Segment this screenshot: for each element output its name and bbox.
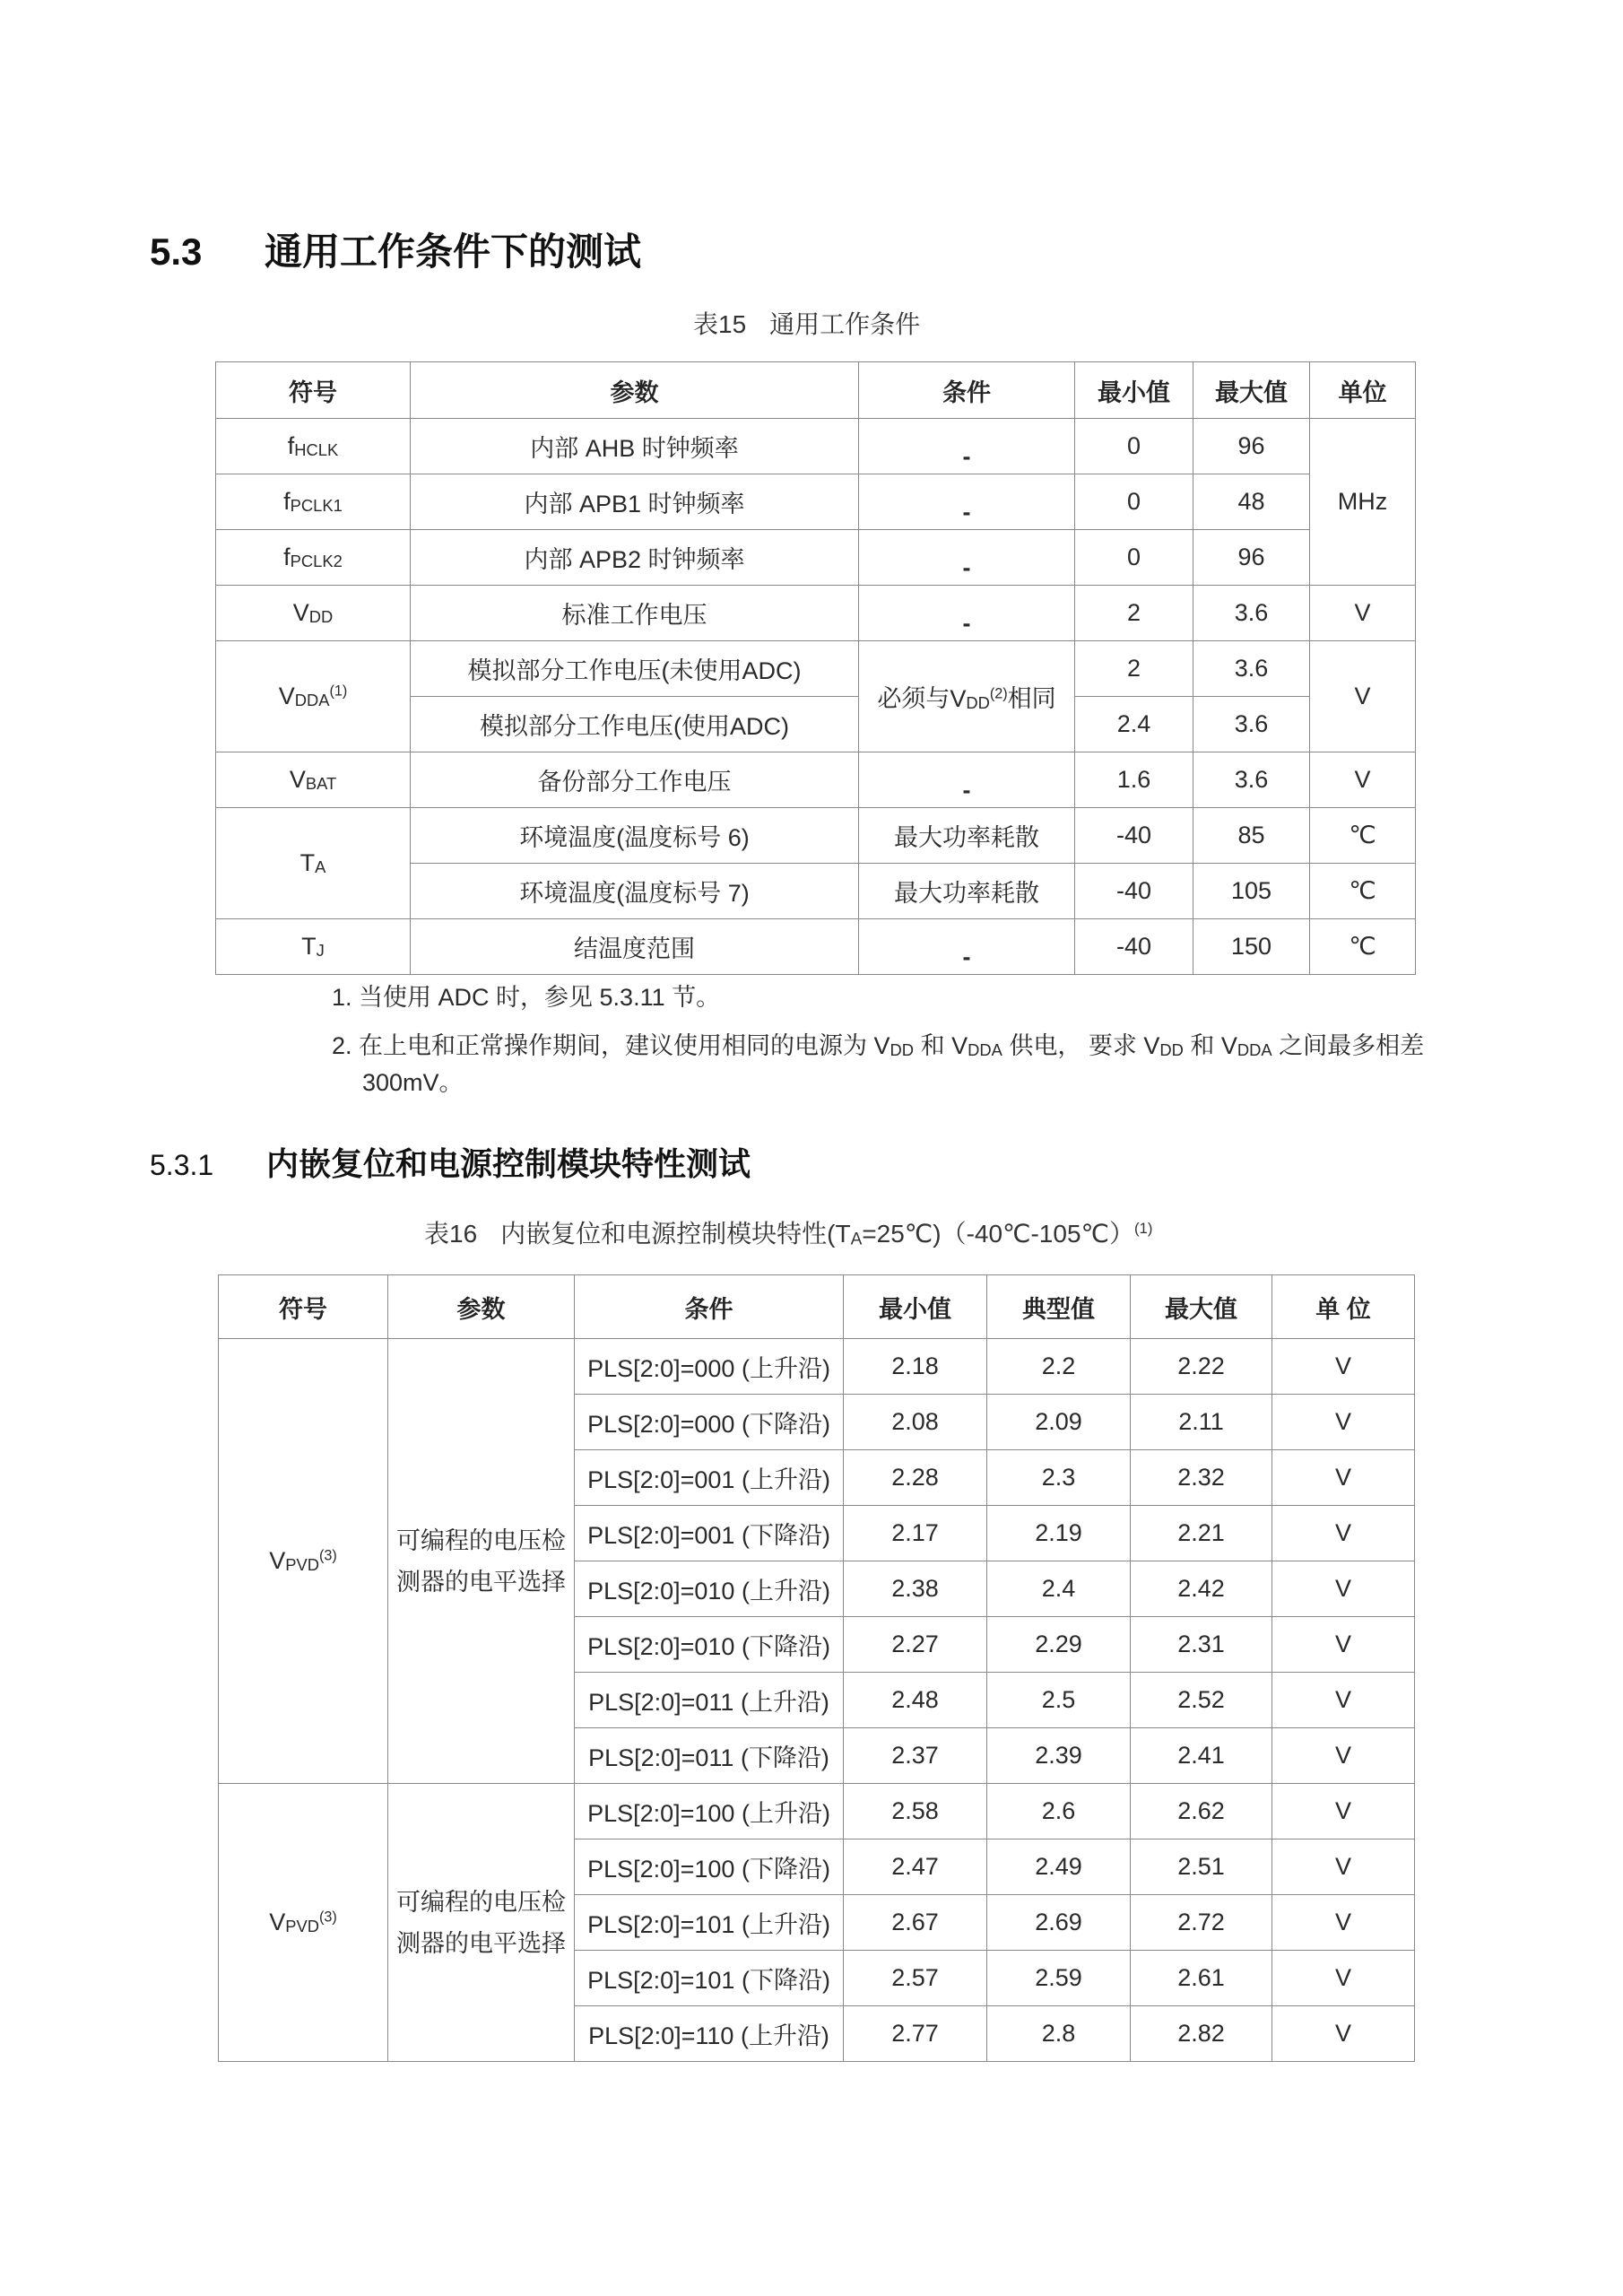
max-cell: 2.61 <box>1131 1951 1272 2006</box>
table-row <box>216 641 1416 697</box>
symbol-cell: $V_{PVD}^{(3)}$ <box>219 1339 388 1784</box>
condition-cell: 必须与$V_{DD}^{(2)}$相同 <box>859 641 1075 752</box>
unit-cell: V <box>1272 1895 1415 1951</box>
min-cell: 0 <box>1075 474 1193 530</box>
table-row <box>219 1784 1415 1839</box>
table15 <box>215 361 1416 975</box>
header-parameter: 参数 <box>388 1275 575 1339</box>
unit-cell: V <box>1272 1673 1415 1728</box>
typ-cell: 2.19 <box>987 1506 1131 1561</box>
typ-cell: 2.3 <box>987 1450 1131 1506</box>
max-cell: 3.6 <box>1193 697 1310 752</box>
typ-cell: 2.69 <box>987 1895 1131 1951</box>
typ-cell: 2.49 <box>987 1839 1131 1895</box>
symbol-cell: $T_A$ <box>216 808 411 919</box>
unit-cell: V <box>1272 1450 1415 1506</box>
max-cell: 2.21 <box>1131 1506 1272 1561</box>
min-cell: -40 <box>1075 919 1193 975</box>
symbol-cell: $V_{DD}$ <box>216 586 411 641</box>
unit-cell: V <box>1272 1617 1415 1673</box>
min-cell: 2 <box>1075 586 1193 641</box>
typ-cell: 2.4 <box>987 1561 1131 1617</box>
table15-header-row <box>216 362 1416 419</box>
header-typ: 典型值 <box>987 1275 1131 1339</box>
symbol-cell: $V_{PVD}^{(3)}$ <box>219 1784 388 2062</box>
parameter-cell: 标准工作电压 <box>411 586 859 641</box>
header-symbol: 符号 <box>216 362 411 419</box>
parameter-cell: 可编程的电压检 测器的电平选择 <box>388 1339 575 1784</box>
condition-cell: PLS[2:0]=010 (下降沿) <box>575 1617 844 1673</box>
min-cell: 2.38 <box>844 1561 987 1617</box>
condition-cell: PLS[2:0]=000 (上升沿) <box>575 1339 844 1395</box>
table-row <box>216 752 1416 808</box>
table16-caption: 表16 内嵌复位和电源控制模块特性$(T_A=25℃)(-40℃-105℃)^{(1)}$ <box>424 1219 1153 1249</box>
parameter-cell: 备份部分工作电压 <box>411 752 859 808</box>
max-cell: 2.41 <box>1131 1728 1272 1784</box>
header-unit: 单 位 <box>1272 1275 1415 1339</box>
unit-cell: V <box>1272 1506 1415 1561</box>
condition-cell: - <box>859 530 1075 586</box>
header-max: 最大值 <box>1193 362 1310 419</box>
symbol-cell: $V_{DDA}^{(1)}$ <box>216 641 411 752</box>
unit-cell: MHz <box>1310 419 1416 586</box>
min-cell: 2 <box>1075 641 1193 697</box>
min-cell: 2.27 <box>844 1617 987 1673</box>
min-cell: 2.58 <box>844 1784 987 1839</box>
min-cell: 2.77 <box>844 2006 987 2062</box>
min-cell: 2.47 <box>844 1839 987 1895</box>
table15-caption <box>693 305 920 341</box>
condition-cell: PLS[2:0]=101 (上升沿) <box>575 1895 844 1951</box>
table-row <box>216 919 1416 975</box>
table-row <box>216 419 1416 474</box>
condition-cell: - <box>859 419 1075 474</box>
table16-header-row <box>219 1275 1415 1339</box>
parameter-cell: 结温度范围 <box>411 919 859 975</box>
unit-cell: ℃ <box>1310 919 1416 975</box>
min-cell: 2.67 <box>844 1895 987 1951</box>
condition-cell: - <box>859 752 1075 808</box>
parameter-cell: 内部 AHB 时钟频率 <box>411 419 859 474</box>
parameter-cell: 内部 APB2 时钟频率 <box>411 530 859 586</box>
typ-cell: 2.2 <box>987 1339 1131 1395</box>
max-cell: 2.31 <box>1131 1617 1272 1673</box>
unit-cell: V <box>1272 1395 1415 1450</box>
unit-cell: V <box>1272 1339 1415 1395</box>
table16-body <box>219 1339 1415 2062</box>
max-cell: 85 <box>1193 808 1310 864</box>
section-heading <box>150 222 641 276</box>
max-cell: 2.42 <box>1131 1561 1272 1617</box>
table16-caption-number: 表16 <box>424 1220 478 1248</box>
symbol-cell: $V_{BAT}$ <box>216 752 411 808</box>
max-cell: 2.32 <box>1131 1450 1272 1506</box>
min-cell: 2.4 <box>1075 697 1193 752</box>
typ-cell: 2.6 <box>987 1784 1131 1839</box>
unit-cell: ℃ <box>1310 864 1416 919</box>
max-cell: 3.6 <box>1193 586 1310 641</box>
section-title: 通用工作条件下的测试 <box>265 230 642 273</box>
typ-cell: 2.8 <box>987 2006 1131 2062</box>
parameter-cell: 环境温度(温度标号 7) <box>411 864 859 919</box>
min-cell: -40 <box>1075 864 1193 919</box>
table-row <box>216 530 1416 586</box>
footnote-2: 2. 在上电和正常操作期间，建议使用相同的电源为 $V_{DD}$ 和 $V_{DDA}$ 供电， 要求 $V_{DD}$ 和 $V_{DDA}$ 之间最多相差 300mV。 <box>332 1032 1425 1097</box>
min-cell: 2.18 <box>844 1339 987 1395</box>
max-cell: 2.11 <box>1131 1395 1272 1450</box>
unit-cell: ℃ <box>1310 808 1416 864</box>
max-cell: 2.51 <box>1131 1839 1272 1895</box>
unit-cell: V <box>1272 1951 1415 2006</box>
header-max: 最大值 <box>1131 1275 1272 1339</box>
min-cell: 2.37 <box>844 1728 987 1784</box>
min-cell: -40 <box>1075 808 1193 864</box>
condition-cell: PLS[2:0]=011 (上升沿) <box>575 1673 844 1728</box>
unit-cell: V <box>1310 641 1416 752</box>
table-row <box>216 586 1416 641</box>
max-cell: 105 <box>1193 864 1310 919</box>
symbol-cell: $f_{PCLK1}$ <box>216 474 411 530</box>
max-cell: 3.6 <box>1193 752 1310 808</box>
min-cell: 0 <box>1075 530 1193 586</box>
header-min: 最小值 <box>1075 362 1193 419</box>
condition-cell: PLS[2:0]=101 (下降沿) <box>575 1951 844 2006</box>
condition-cell: - <box>859 586 1075 641</box>
min-cell: 0 <box>1075 419 1193 474</box>
max-cell: 2.62 <box>1131 1784 1272 1839</box>
condition-cell: PLS[2:0]=000 (下降沿) <box>575 1395 844 1450</box>
min-cell: 2.57 <box>844 1951 987 2006</box>
condition-cell: PLS[2:0]=001 (上升沿) <box>575 1450 844 1506</box>
condition-cell: - <box>859 919 1075 975</box>
max-cell: 2.82 <box>1131 2006 1272 2062</box>
condition-cell: PLS[2:0]=110 (上升沿) <box>575 2006 844 2062</box>
header-condition: 条件 <box>575 1275 844 1339</box>
symbol-cell: $f_{PCLK2}$ <box>216 530 411 586</box>
condition-cell: PLS[2:0]=100 (上升沿) <box>575 1784 844 1839</box>
condition-cell: 最大功率耗散 <box>859 808 1075 864</box>
footnote-1: 1. 当使用 ADC 时，参见 5.3.11 节。 <box>332 984 721 1011</box>
header-symbol: 符号 <box>219 1275 388 1339</box>
table-row <box>216 474 1416 530</box>
max-cell: 96 <box>1193 419 1310 474</box>
max-cell: 150 <box>1193 919 1310 975</box>
condition-cell: - <box>859 474 1075 530</box>
unit-cell: V <box>1272 1728 1415 1784</box>
max-cell: 48 <box>1193 474 1310 530</box>
typ-cell: 2.29 <box>987 1617 1131 1673</box>
condition-cell: 最大功率耗散 <box>859 864 1075 919</box>
condition-cell: PLS[2:0]=010 (上升沿) <box>575 1561 844 1617</box>
condition-cell: PLS[2:0]=011 (下降沿) <box>575 1728 844 1784</box>
max-cell: 2.52 <box>1131 1673 1272 1728</box>
min-cell: 2.48 <box>844 1673 987 1728</box>
typ-cell: 2.39 <box>987 1728 1131 1784</box>
parameter-cell: 环境温度(温度标号 6) <box>411 808 859 864</box>
parameter-cell: 模拟部分工作电压(未使用ADC) <box>411 641 859 697</box>
typ-cell: 2.5 <box>987 1673 1131 1728</box>
symbol-cell: $f_{HCLK}$ <box>216 419 411 474</box>
unit-cell: V <box>1272 1839 1415 1895</box>
min-cell: 2.17 <box>844 1506 987 1561</box>
header-parameter: 参数 <box>411 362 859 419</box>
subsection-number: 5.3.1 <box>150 1149 214 1181</box>
parameter-cell: 模拟部分工作电压(使用ADC) <box>411 697 859 752</box>
table16 <box>218 1274 1415 2062</box>
min-cell: 2.28 <box>844 1450 987 1506</box>
typ-cell: 2.09 <box>987 1395 1131 1450</box>
max-cell: 2.22 <box>1131 1339 1272 1395</box>
subsection-heading <box>150 1139 751 1185</box>
condition-cell: PLS[2:0]=100 (下降沿) <box>575 1839 844 1895</box>
min-cell: 2.08 <box>844 1395 987 1450</box>
table-row <box>216 808 1416 864</box>
max-cell: 96 <box>1193 530 1310 586</box>
table15-notes <box>332 981 1426 1115</box>
parameter-cell: 可编程的电压检 测器的电平选择 <box>388 1784 575 2062</box>
max-cell: 3.6 <box>1193 641 1310 697</box>
symbol-cell: $T_J$ <box>216 919 411 975</box>
unit-cell: V <box>1310 586 1416 641</box>
table15-caption-title: 通用工作条件 <box>769 310 921 338</box>
table15-caption-number: 表15 <box>693 310 747 338</box>
unit-cell: V <box>1272 1561 1415 1617</box>
subsection-title: 内嵌复位和电源控制模块特性测试 <box>266 1145 751 1182</box>
table-row <box>219 1339 1415 1395</box>
header-min: 最小值 <box>844 1275 987 1339</box>
unit-cell: V <box>1272 2006 1415 2062</box>
max-cell: 2.72 <box>1131 1895 1272 1951</box>
typ-cell: 2.59 <box>987 1951 1131 2006</box>
header-unit: 单位 <box>1310 362 1416 419</box>
parameter-cell: 内部 APB1 时钟频率 <box>411 474 859 530</box>
condition-cell: PLS[2:0]=001 (下降沿) <box>575 1506 844 1561</box>
section-number: 5.3 <box>150 230 203 273</box>
header-condition: 条件 <box>859 362 1075 419</box>
unit-cell: V <box>1310 752 1416 808</box>
min-cell: 1.6 <box>1075 752 1193 808</box>
unit-cell: V <box>1272 1784 1415 1839</box>
